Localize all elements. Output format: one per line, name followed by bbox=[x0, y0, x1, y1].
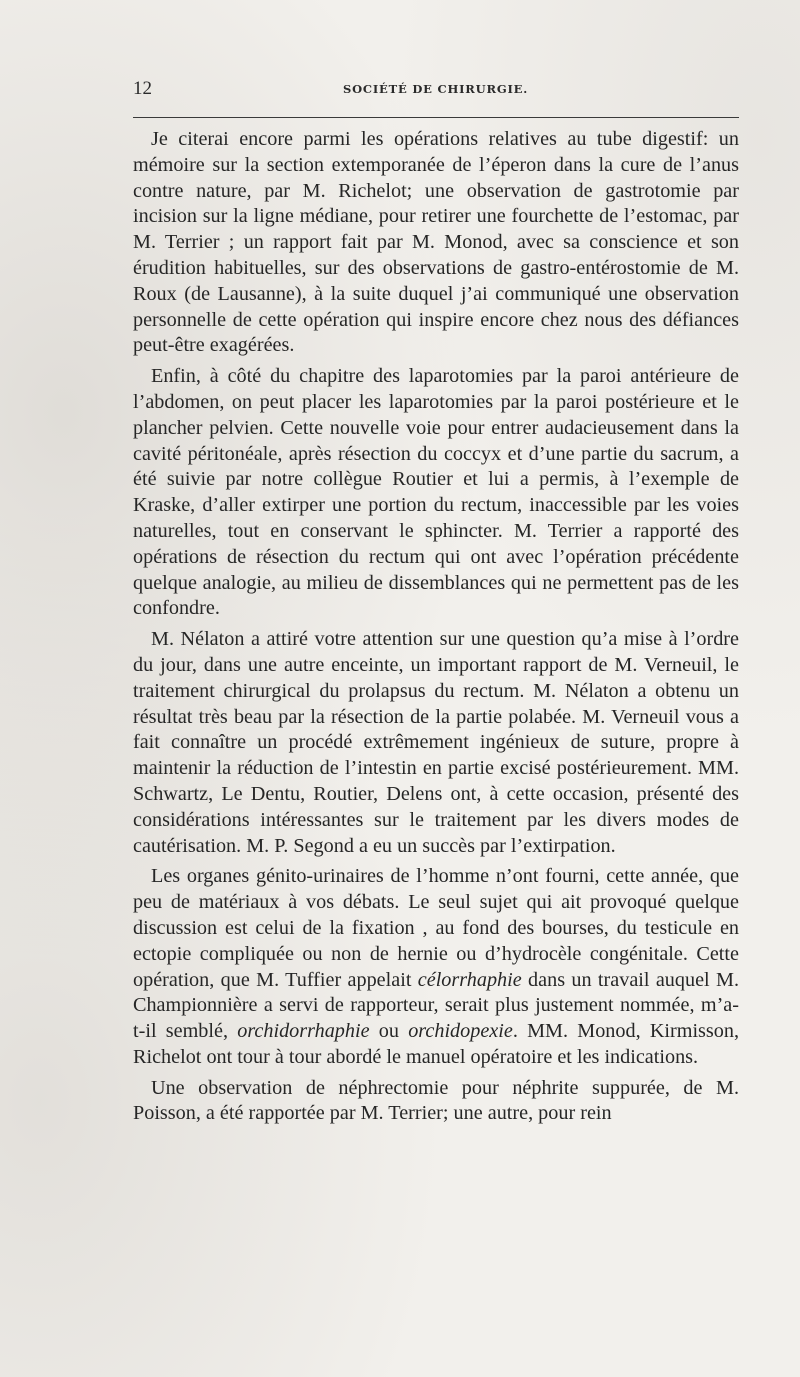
italic-term: orchidopexie bbox=[408, 1020, 513, 1043]
paragraph-text: dans un travail auquel M. Championnière a servi de rapporteur, serait plus justement nommée, m’a-t-il semblé, bbox=[133, 968, 739, 1043]
italic-term: orchidorrhaphie bbox=[237, 1020, 370, 1043]
header-rule bbox=[133, 117, 739, 118]
paragraph-text: Les organes génito-urinaires de l’homme n’ont fourni, cette année, que peu de matériaux à vos débats. Le seul sujet qui ait provoqué quelque discussion est celui de la fixation , au fond des bourses, du testicule en ectopie compliquée ou non de hernie ou d’hydrocèle congénitale. Cette opération, que M. Tuffier appelait bbox=[133, 865, 739, 991]
paragraph-text: . MM. Monod, Kirmisson, Richelot ont tour à tour abordé le manuel opératoire et les indications. bbox=[133, 1020, 740, 1068]
running-title: SOCIÉTÉ DE CHIRURGIE. bbox=[343, 82, 528, 96]
body-text bbox=[133, 127, 739, 1132]
running-head bbox=[133, 78, 738, 100]
paragraph-text: ou bbox=[369, 1020, 409, 1043]
paragraph: Enfin, à côté du chapitre des laparotomies par la paroi antérieure de l’abdomen, on peut placer les laparotomies par la paroi postérieure et le plancher pelvien. Cette nouvelle voie pour entrer audacieusement dans la cavité péritonéale, après résection du coccyx et d’une partie du sacrum, a été suivie par notre collègue Routier et lui a permis, à l’exemple de Kraske, d’aller extirper une portion du rectum, inaccessible par les voies naturelles, tout en conservant le sphincter. M. Terrier a rapporté des opérations de résection du rectum qui ont avec l’opération précédente quelque analogie, au milieu de dissemblances qui ne permettent pas de les confondre. bbox=[133, 365, 739, 620]
paragraph: M. Nélaton a attiré votre attention sur une question qu’a mise à l’ordre du jour, dans une autre enceinte, un important rapport de M. Verneuil, le traitement chirurgical du prolapsus du rectum. M. Nélaton a obtenu un résultat très beau par la résection de la partie polabée. M. Verneuil vous a fait connaître un procédé extrêmement ingénieux de suture, propre à maintenir la réduction de l’intestin en partie excisé postérieurement. MM. Schwartz, Le Dentu, Routier, Delens ont, à cette occasion, présenté des considérations intéressantes sur le traitement par les divers modes de cautérisation. M. P. Segond a eu un succès par l’extirpation. bbox=[133, 628, 739, 857]
paragraph: Je citerai encore parmi les opérations relatives au tube digestif: un mémoire sur la section extemporanée de l’éperon dans la cure de l’anus contre nature, par M. Richelot; une observation de gastrotomie par incision sur la ligne médiane, pour retirer une fourchette de l’estomac, par M. Terrier ; un rapport fait par M. Monod, avec sa conscience et son érudition habituelles, sur des observations de gastro-entérostomie de M. Roux (de Lausanne), à la suite duquel j’ai communiqué une observation personnelle de cette opération qui inspire encore chez nous des défiances peut-être exagérées. bbox=[133, 128, 739, 357]
page-number: 12 bbox=[133, 78, 152, 99]
paragraph: Une observation de néphrectomie pour néphrite suppurée, de M. Poisson, a été rapportée par M. Terrier; une autre, pour rein bbox=[133, 1076, 739, 1125]
italic-term: célorrhaphie bbox=[417, 968, 522, 991]
paragraph bbox=[133, 864, 739, 1070]
